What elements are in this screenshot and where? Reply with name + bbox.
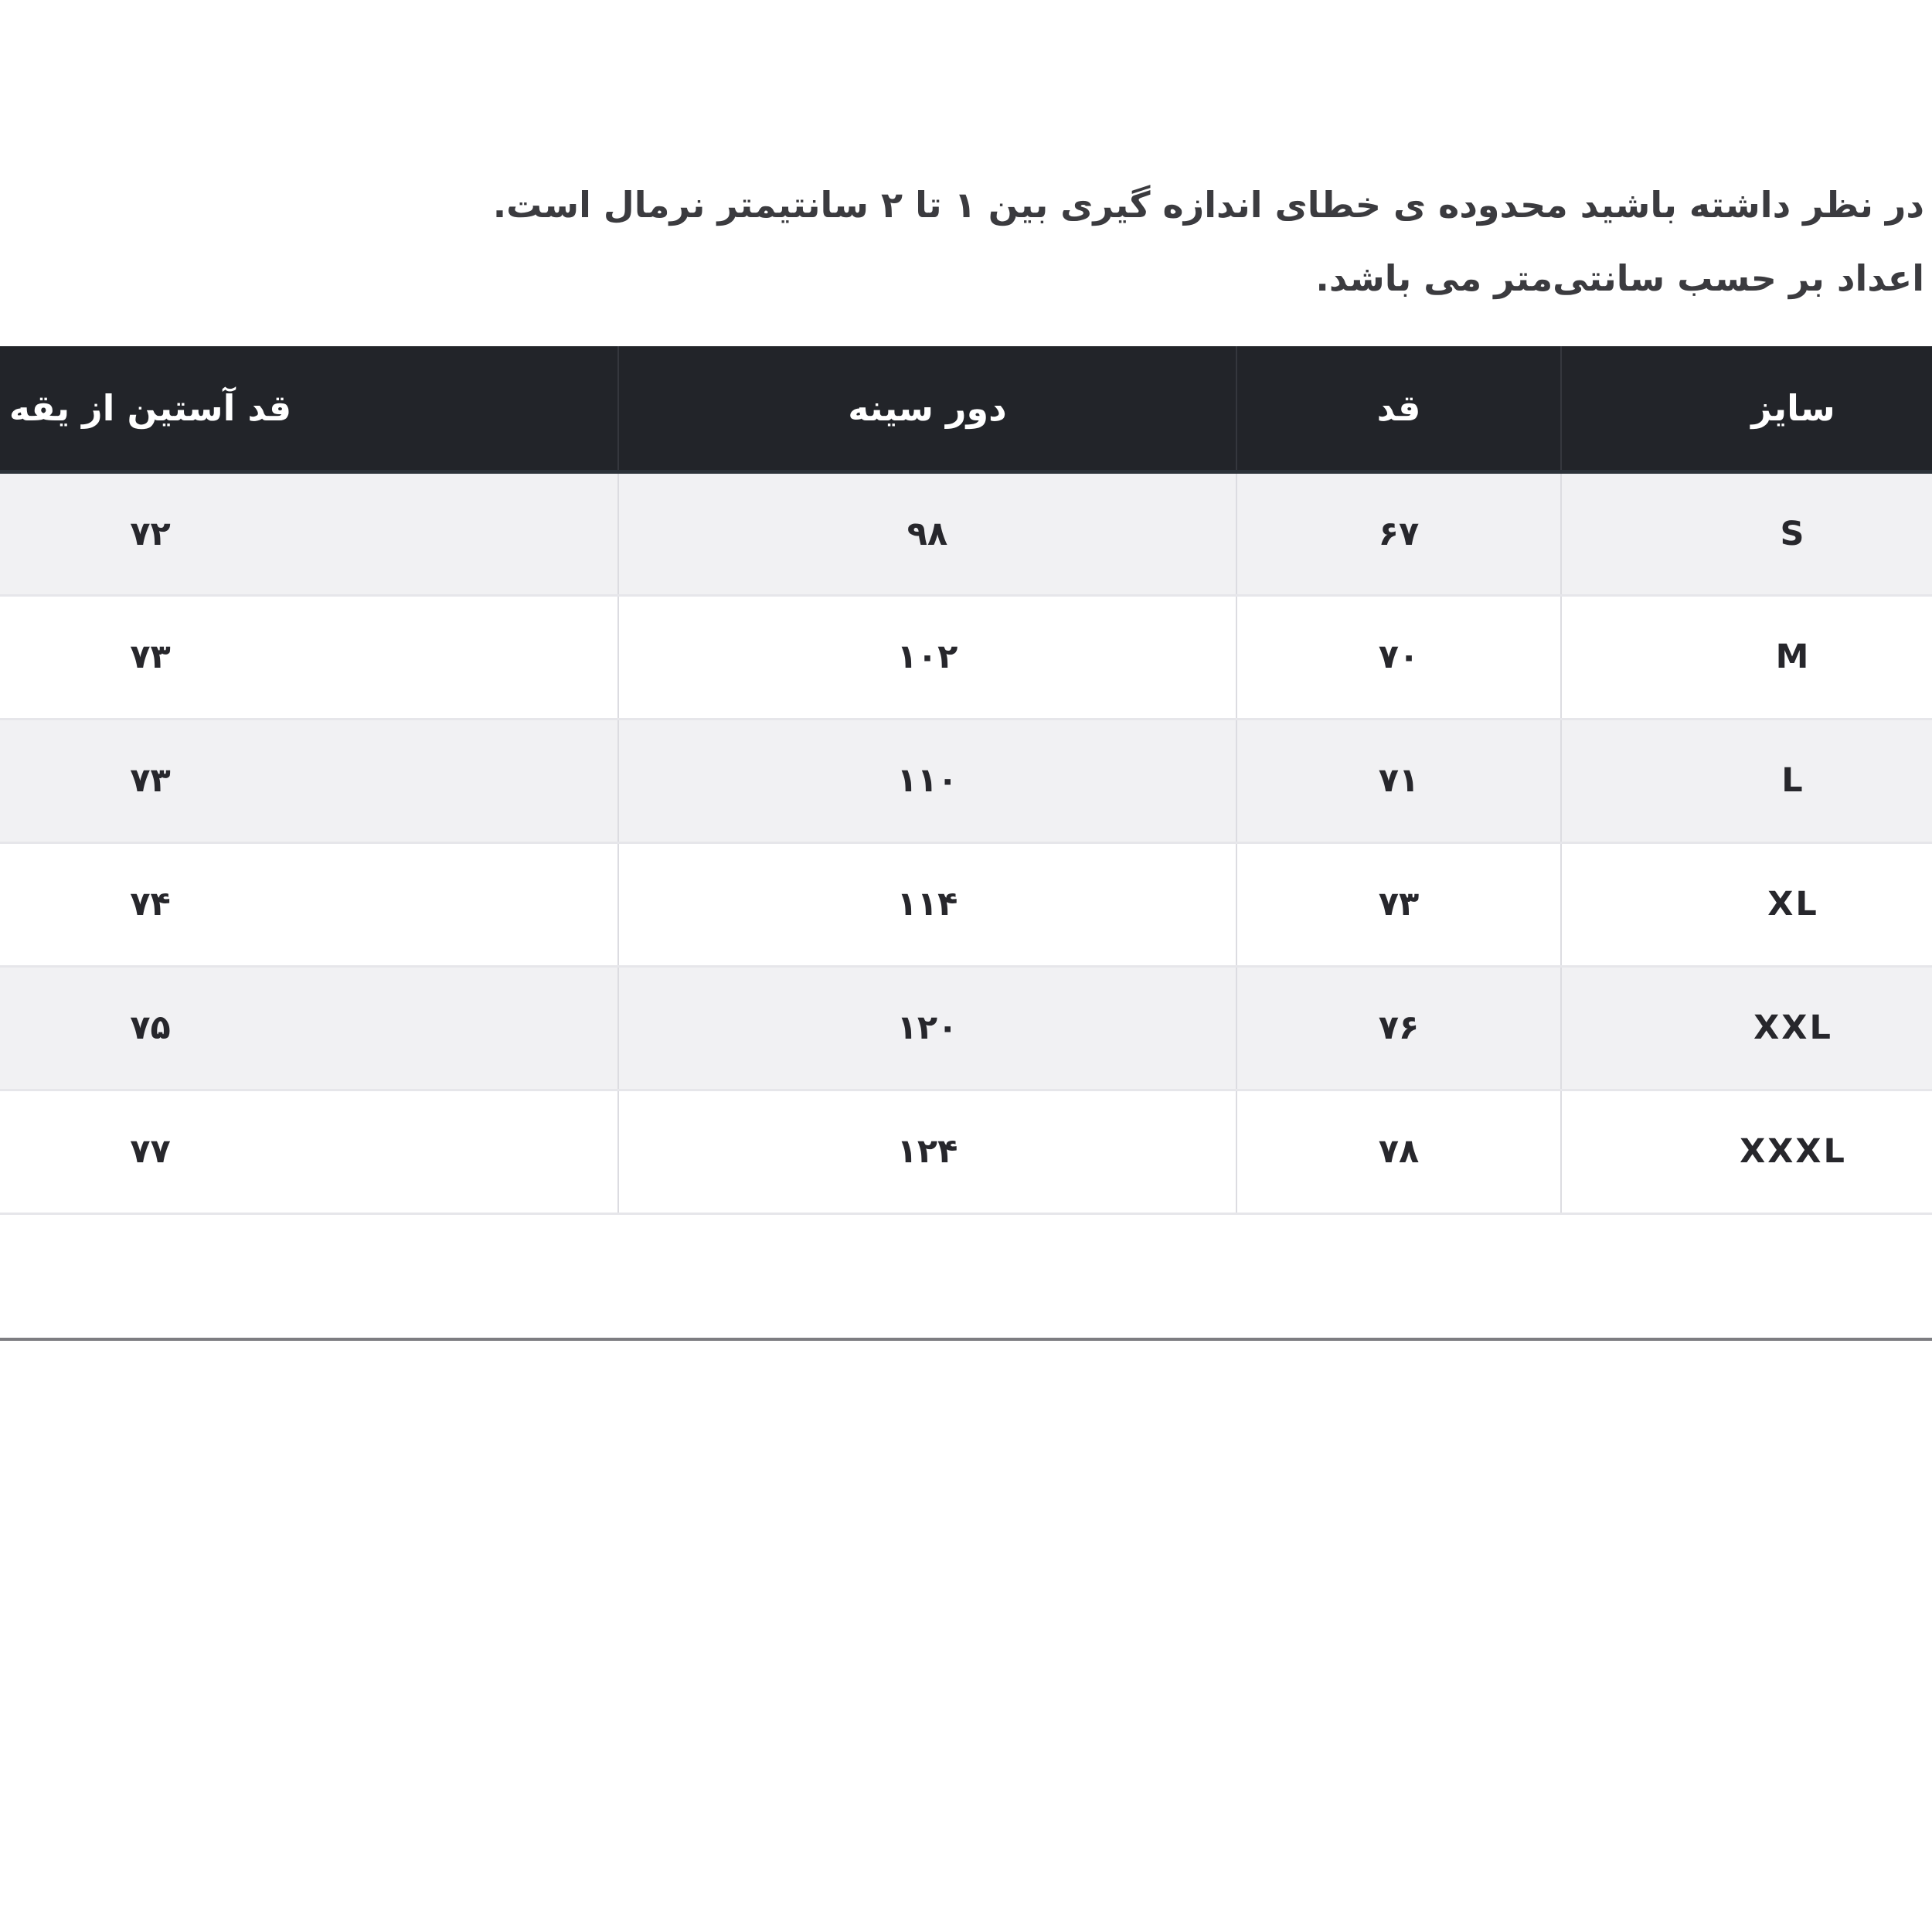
cell-sleeve: ۷۳ (0, 719, 618, 842)
cell-size: XXXL (1561, 1090, 1932, 1213)
col-header-sleeve: قد آستین از یقه (0, 346, 618, 471)
notice-line-1: در نظر داشته باشید محدوده ی خطای اندازه گیری بین ۱ تا ۲ سانتیمتر نرمال است. (492, 184, 1924, 226)
cell-size: S (1561, 471, 1932, 595)
cell-chest: ۱۲۴ (618, 1090, 1236, 1213)
cell-size: M (1561, 595, 1932, 719)
size-chart-table (0, 346, 1932, 1215)
table-row-s (0, 471, 1932, 595)
cell-length: ۷۶ (1236, 966, 1561, 1090)
cell-length: ۷۰ (1236, 595, 1561, 719)
table-row-xl (0, 842, 1932, 966)
cell-sleeve: ۷۵ (0, 966, 618, 1090)
notice-line-2: اعداد بر حسب سانتی‌متر می باشد. (1315, 257, 1924, 299)
col-header-length: قد (1236, 346, 1561, 471)
cell-chest: ۱۰۲ (618, 595, 1236, 719)
table-row-l (0, 719, 1932, 842)
cell-size: XL (1561, 842, 1932, 966)
divider-line (0, 1338, 1932, 1341)
table-row-m (0, 595, 1932, 719)
measurement-notice (493, 168, 1924, 315)
col-header-size: سایز (1561, 346, 1932, 471)
cell-chest: ۹۸ (618, 471, 1236, 595)
cell-sleeve: ۷۷ (0, 1090, 618, 1213)
cell-sleeve: ۷۲ (0, 471, 618, 595)
cell-size: L (1561, 719, 1932, 842)
table-row-xxl (0, 966, 1932, 1090)
cell-chest: ۱۱۰ (618, 719, 1236, 842)
size-table-header-row (0, 346, 1932, 471)
cell-chest: ۱۲۰ (618, 966, 1236, 1090)
cell-size: XXL (1561, 966, 1932, 1090)
cell-sleeve: ۷۳ (0, 595, 618, 719)
cell-length: ۷۸ (1236, 1090, 1561, 1213)
col-header-chest: دور سینه (618, 346, 1236, 471)
cell-chest: ۱۱۴ (618, 842, 1236, 966)
cell-sleeve: ۷۴ (0, 842, 618, 966)
table-row-xxxl (0, 1090, 1932, 1213)
cell-length: ۶۷ (1236, 471, 1561, 595)
cell-length: ۷۱ (1236, 719, 1561, 842)
cell-length: ۷۳ (1236, 842, 1561, 966)
